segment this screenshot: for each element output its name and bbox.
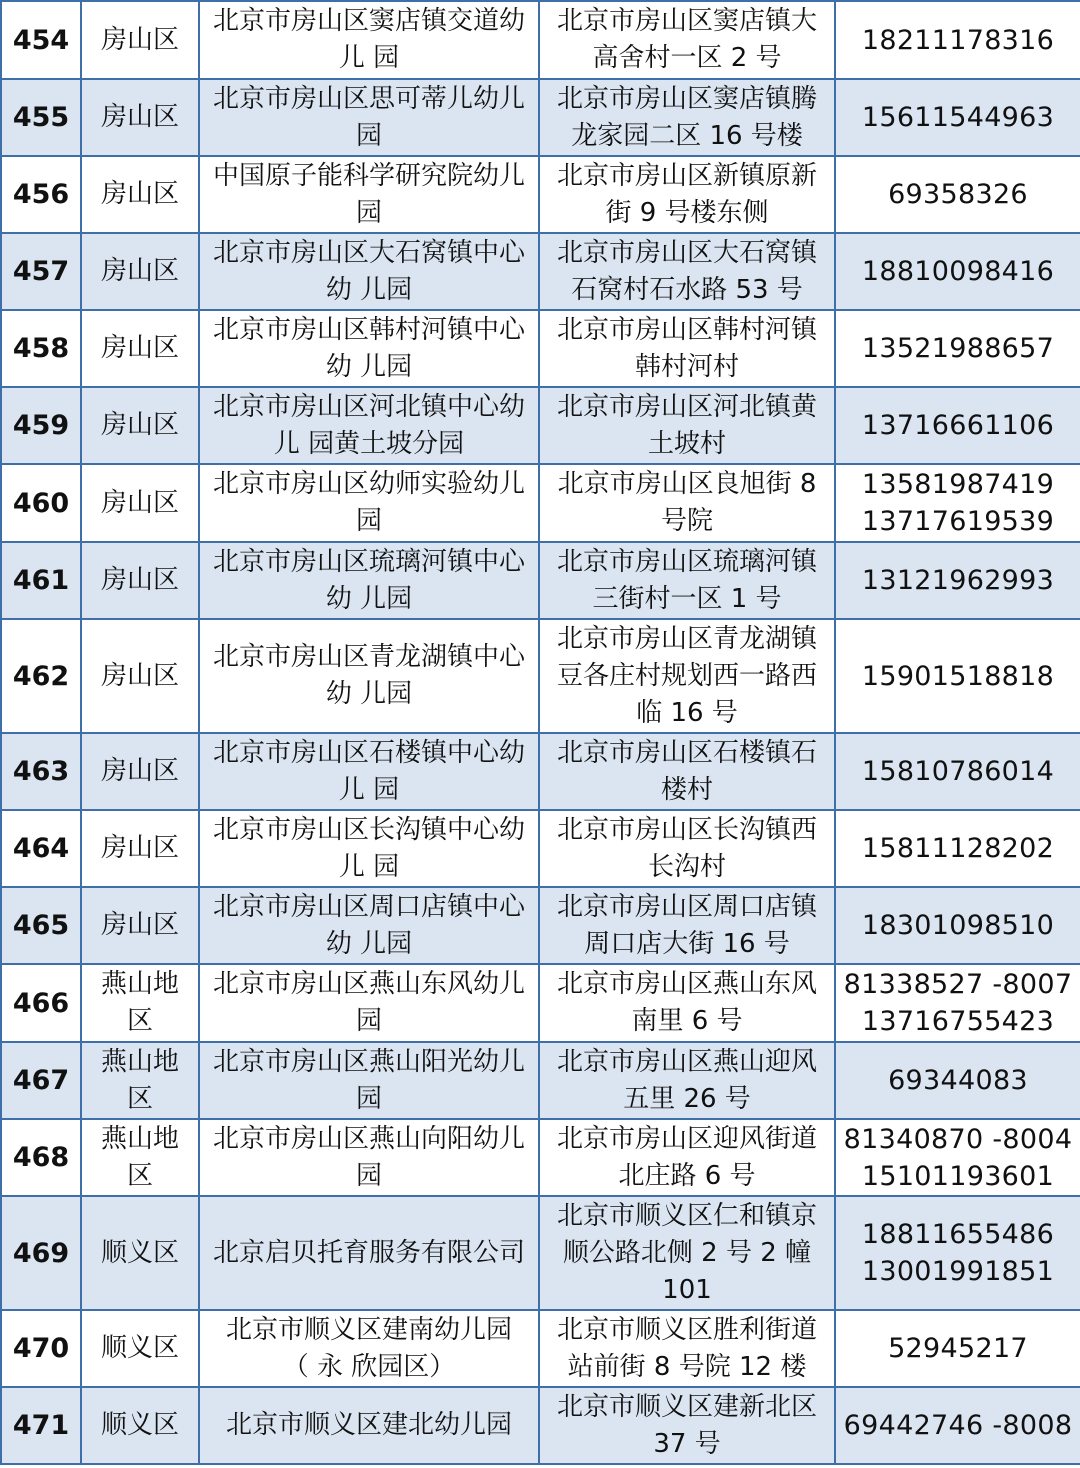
phone-line: 15811128202 xyxy=(861,833,1055,864)
phone-cell xyxy=(835,964,1080,1042)
phone-line: 69442746 -8008 xyxy=(843,1410,1073,1441)
phone-cell xyxy=(835,310,1080,387)
address-line: 号院 xyxy=(660,506,713,536)
address-cell xyxy=(539,619,835,733)
kindergarten-name-line: 北京市房山区大石窝镇中心 xyxy=(212,237,525,268)
phone-cell xyxy=(835,733,1080,810)
district-line: 顺义区 xyxy=(100,1410,179,1440)
phone-cell xyxy=(835,1,1080,79)
phone-cell xyxy=(835,156,1080,233)
address-line: 北京市房山区窦店镇大 xyxy=(556,6,817,36)
district-line: 燕山地 xyxy=(100,1123,179,1154)
kindergarten-name-cell xyxy=(199,233,539,310)
row-number-cell: 462 xyxy=(1,619,81,733)
phone-cell xyxy=(835,1042,1080,1119)
address-line: 北京市房山区新镇原新 xyxy=(556,160,817,191)
kindergarten-name-line: 幼 儿园 xyxy=(325,928,413,959)
row-number-cell: 454 xyxy=(1,1,81,79)
address-line: 土坡村 xyxy=(647,428,726,459)
phone-cell xyxy=(835,810,1080,887)
phone-cell xyxy=(835,464,1080,542)
row-number-cell: 455 xyxy=(1,79,81,156)
address-line: 五里 26 号 xyxy=(623,1083,751,1114)
district-cell xyxy=(81,887,199,964)
address-line: 北京市房山区大石窝镇 xyxy=(556,237,817,268)
district-cell xyxy=(81,1042,199,1119)
kindergarten-name-cell xyxy=(199,1119,539,1196)
kindergarten-name-cell xyxy=(199,887,539,964)
table-row xyxy=(1,233,1080,310)
district-line: 房山区 xyxy=(100,565,179,595)
kindergarten-name-line: 园 xyxy=(355,120,382,151)
address-line: 北庄路 6 号 xyxy=(618,1160,756,1191)
district-line: 房山区 xyxy=(100,102,179,132)
district-cell xyxy=(81,542,199,619)
district-cell xyxy=(81,619,199,733)
kindergarten-name-cell xyxy=(199,387,539,464)
district-cell xyxy=(81,1119,199,1196)
kindergarten-name-line: 幼 儿园 xyxy=(325,583,413,614)
row-number-cell: 470 xyxy=(1,1310,81,1387)
address-line: 楼村 xyxy=(660,774,713,805)
phone-cell xyxy=(835,1387,1080,1464)
address-line: 韩村河村 xyxy=(634,351,739,382)
table-row xyxy=(1,1196,1080,1310)
address-line: 北京市房山区窦店镇腾 xyxy=(556,83,817,114)
phone-cell xyxy=(835,79,1080,156)
address-line: 街 9 号楼东侧 xyxy=(605,197,769,228)
phone-line: 18211178316 xyxy=(861,24,1055,56)
address-cell xyxy=(539,387,835,464)
district-cell xyxy=(81,79,199,156)
district-line: 燕山地 xyxy=(100,969,179,999)
row-number-cell: 469 xyxy=(1,1196,81,1310)
table-row xyxy=(1,1042,1080,1119)
district-line: 顺义区 xyxy=(100,1333,179,1363)
kindergarten-name-line: 北京市房山区幼师实验幼儿 xyxy=(212,469,525,499)
phone-cell xyxy=(835,1196,1080,1310)
address-line: 豆各庄村规划西一路西 xyxy=(556,660,817,691)
district-cell xyxy=(81,464,199,542)
address-line: 临 16 号 xyxy=(636,697,738,728)
address-line: 高舍村一区 2 号 xyxy=(592,43,782,73)
table-row xyxy=(1,464,1080,542)
kindergarten-name-line: 北京市房山区韩村河镇中心 xyxy=(212,314,525,345)
address-cell xyxy=(539,310,835,387)
district-line: 区 xyxy=(126,1083,153,1114)
table-row xyxy=(1,79,1080,156)
address-line: 北京市房山区燕山东风 xyxy=(556,969,817,999)
address-line: 北京市房山区韩村河镇 xyxy=(556,314,817,345)
phone-line: 69358326 xyxy=(888,179,1028,210)
district-cell xyxy=(81,1196,199,1310)
row-number-cell: 466 xyxy=(1,964,81,1042)
kindergarten-name-line: 北京市房山区燕山东风幼儿 xyxy=(212,969,525,999)
district-line: 房山区 xyxy=(100,179,179,209)
phone-line: 13581987419 xyxy=(861,469,1055,500)
kindergarten-name-line: 北京市顺义区建南幼儿园 xyxy=(225,1314,512,1345)
kindergarten-name-line: 北京市房山区燕山向阳幼儿 xyxy=(212,1123,525,1154)
district-cell xyxy=(81,233,199,310)
district-line: 房山区 xyxy=(100,910,179,940)
address-line: 北京市房山区长沟镇西 xyxy=(556,814,817,845)
table-body xyxy=(1,1,1080,1464)
district-cell xyxy=(81,810,199,887)
phone-line: 15101193601 xyxy=(861,1160,1055,1192)
kindergarten-name-line: 北京市房山区琉璃河镇中心 xyxy=(212,546,525,577)
district-cell xyxy=(81,964,199,1042)
phone-cell xyxy=(835,887,1080,964)
kindergarten-name-cell xyxy=(199,1,539,79)
address-cell xyxy=(539,1042,835,1119)
address-cell xyxy=(539,79,835,156)
address-line: 北京市顺义区建新北区 xyxy=(556,1391,817,1422)
table-row xyxy=(1,1387,1080,1464)
district-line: 顺义区 xyxy=(100,1237,179,1268)
phone-cell xyxy=(835,387,1080,464)
phone-line: 18811655486 xyxy=(861,1219,1055,1250)
kindergarten-name-cell xyxy=(199,542,539,619)
phone-cell xyxy=(835,542,1080,619)
address-line: 北京市房山区周口店镇 xyxy=(556,891,817,922)
kindergarten-name-line: 北京市房山区思可蒂儿幼儿 xyxy=(212,83,525,114)
kindergarten-name-line: 园 xyxy=(355,1160,382,1191)
phone-cell xyxy=(835,619,1080,733)
row-number-cell: 467 xyxy=(1,1042,81,1119)
address-cell xyxy=(539,1387,835,1464)
phone-line: 81340870 -8004 xyxy=(843,1123,1073,1155)
address-cell xyxy=(539,464,835,542)
district-line: 房山区 xyxy=(100,756,179,786)
phone-cell xyxy=(835,1119,1080,1196)
address-cell xyxy=(539,733,835,810)
phone-line: 69344083 xyxy=(888,1065,1028,1096)
kindergarten-name-cell xyxy=(199,964,539,1042)
address-line: 北京市房山区良旭街 8 xyxy=(557,469,817,499)
address-cell xyxy=(539,810,835,887)
table-row xyxy=(1,156,1080,233)
address-line: 龙家园二区 16 号楼 xyxy=(571,120,803,151)
address-cell xyxy=(539,887,835,964)
kindergarten-name-cell xyxy=(199,1196,539,1310)
row-number-cell: 464 xyxy=(1,810,81,887)
kindergarten-name-line: 北京市房山区长沟镇中心幼 xyxy=(212,814,525,845)
row-number-cell: 463 xyxy=(1,733,81,810)
district-line: 房山区 xyxy=(100,24,179,55)
address-line: 北京市房山区琉璃河镇 xyxy=(556,546,817,577)
kindergarten-name-line: （ 永 欣园区） xyxy=(282,1351,456,1382)
kindergarten-name-cell xyxy=(199,1387,539,1464)
phone-line: 81338527 -8007 xyxy=(843,969,1073,1000)
phone-line: 13716661106 xyxy=(861,410,1055,441)
kindergarten-name-line: 幼 儿园 xyxy=(325,274,413,305)
kindergarten-name-line: 园 xyxy=(355,197,382,228)
kindergarten-name-line: 北京市顺义区建北幼儿园 xyxy=(225,1410,512,1440)
address-line: 周口店大街 16 号 xyxy=(584,928,790,959)
row-number-cell: 459 xyxy=(1,387,81,464)
row-number-cell: 456 xyxy=(1,156,81,233)
address-line: 北京市顺义区胜利街道 xyxy=(556,1314,817,1345)
district-cell xyxy=(81,1,199,79)
phone-line: 13001991851 xyxy=(861,1256,1055,1287)
kindergarten-name-cell xyxy=(199,1042,539,1119)
kindergarten-name-cell xyxy=(199,619,539,733)
kindergarten-name-line: 园 xyxy=(355,1083,382,1114)
address-line: 北京市房山区迎风街道 xyxy=(556,1123,817,1154)
kindergarten-name-line: 北京市房山区石楼镇中心幼 xyxy=(212,737,525,768)
kindergarten-name-line: 中国原子能科学研究院幼儿 xyxy=(212,160,525,191)
district-cell xyxy=(81,156,199,233)
table-row xyxy=(1,542,1080,619)
phone-line: 15901518818 xyxy=(861,660,1055,692)
phone-cell xyxy=(835,233,1080,310)
kindergarten-name-line: 幼 儿园 xyxy=(325,351,413,382)
address-cell xyxy=(539,1196,835,1310)
address-cell xyxy=(539,964,835,1042)
district-line: 房山区 xyxy=(100,410,179,440)
kindergarten-name-cell xyxy=(199,1310,539,1387)
table-row xyxy=(1,964,1080,1042)
address-line: 长沟村 xyxy=(647,851,726,882)
phone-line: 15611544963 xyxy=(861,102,1055,133)
address-line: 101 xyxy=(662,1274,712,1305)
kindergarten-name-cell xyxy=(199,464,539,542)
address-line: 石窝村石水路 53 号 xyxy=(571,274,803,305)
address-line: 北京市顺义区仁和镇京 xyxy=(556,1200,817,1231)
table-row xyxy=(1,733,1080,810)
kindergarten-name-cell xyxy=(199,733,539,810)
address-line: 北京市房山区青龙湖镇 xyxy=(556,623,817,654)
district-cell xyxy=(81,733,199,810)
district-line: 房山区 xyxy=(100,660,179,691)
phone-line: 52945217 xyxy=(888,1333,1028,1364)
phone-line: 18301098510 xyxy=(861,910,1055,941)
address-cell xyxy=(539,156,835,233)
address-cell xyxy=(539,233,835,310)
table-row xyxy=(1,310,1080,387)
address-line: 南里 6 号 xyxy=(631,1006,743,1036)
district-cell xyxy=(81,1387,199,1464)
phone-line: 15810786014 xyxy=(861,756,1055,787)
kindergarten-name-line: 园 xyxy=(355,506,382,536)
address-cell xyxy=(539,1310,835,1387)
kindergarten-name-cell xyxy=(199,156,539,233)
kindergarten-name-line: 北京市房山区河北镇中心幼 xyxy=(212,391,525,422)
row-number-cell: 465 xyxy=(1,887,81,964)
district-line: 区 xyxy=(126,1006,153,1036)
address-cell xyxy=(539,1119,835,1196)
kindergarten-name-line: 幼 儿园 xyxy=(325,679,413,709)
district-line: 区 xyxy=(126,1160,153,1191)
phone-line: 18810098416 xyxy=(861,256,1055,287)
phone-cell xyxy=(835,1310,1080,1387)
address-line: 北京市房山区燕山迎风 xyxy=(556,1046,817,1077)
district-cell xyxy=(81,1310,199,1387)
phone-line: 13121962993 xyxy=(861,565,1055,596)
row-number-cell: 460 xyxy=(1,464,81,542)
address-line: 顺公路北侧 2 号 2 幢 xyxy=(562,1237,812,1268)
row-number-cell: 457 xyxy=(1,233,81,310)
kindergarten-name-line: 儿 园 xyxy=(338,43,400,73)
address-line: 三街村一区 1 号 xyxy=(592,583,782,614)
table-row xyxy=(1,1310,1080,1387)
kindergarten-name-cell xyxy=(199,79,539,156)
row-number-cell: 461 xyxy=(1,542,81,619)
address-line: 37 号 xyxy=(653,1428,721,1459)
address-cell xyxy=(539,1,835,79)
district-line: 房山区 xyxy=(100,256,179,286)
kindergarten-name-line: 北京市房山区青龙湖镇中心 xyxy=(212,642,525,672)
address-cell xyxy=(539,542,835,619)
district-cell xyxy=(81,310,199,387)
table-row xyxy=(1,1119,1080,1196)
address-line: 站前街 8 号院 12 楼 xyxy=(567,1351,807,1382)
district-line: 燕山地 xyxy=(100,1046,179,1077)
address-line: 北京市房山区河北镇黄 xyxy=(556,391,817,422)
kindergarten-name-cell xyxy=(199,310,539,387)
district-cell xyxy=(81,387,199,464)
address-line: 北京市房山区石楼镇石 xyxy=(556,737,817,768)
phone-line: 13717619539 xyxy=(861,506,1055,537)
phone-line: 13716755423 xyxy=(861,1006,1055,1037)
table-row xyxy=(1,387,1080,464)
row-number-cell: 471 xyxy=(1,1387,81,1464)
kindergarten-name-line: 儿 园 xyxy=(338,851,400,882)
row-number-cell: 458 xyxy=(1,310,81,387)
row-number-cell: 468 xyxy=(1,1119,81,1196)
kindergarten-name-line: 北京市房山区燕山阳光幼儿 xyxy=(212,1046,525,1077)
kindergarten-name-line: 北京市房山区周口店镇中心 xyxy=(212,891,525,922)
phone-line: 13521988657 xyxy=(861,333,1055,364)
kindergarten-name-line: 园 xyxy=(355,1006,382,1036)
table-row xyxy=(1,810,1080,887)
table-row xyxy=(1,619,1080,733)
district-line: 房山区 xyxy=(100,333,179,363)
district-line: 房山区 xyxy=(100,833,179,863)
kindergarten-name-line: 儿 园黄土坡分园 xyxy=(273,428,465,459)
kindergarten-name-line: 儿 园 xyxy=(338,774,400,805)
kindergarten-name-cell xyxy=(199,810,539,887)
district-line: 房山区 xyxy=(100,487,179,518)
kindergarten-name-line: 北京启贝托育服务有限公司 xyxy=(212,1237,525,1268)
table-row xyxy=(1,1,1080,79)
table-row xyxy=(1,887,1080,964)
kindergarten-name-line: 北京市房山区窦店镇交道幼 xyxy=(212,6,525,36)
